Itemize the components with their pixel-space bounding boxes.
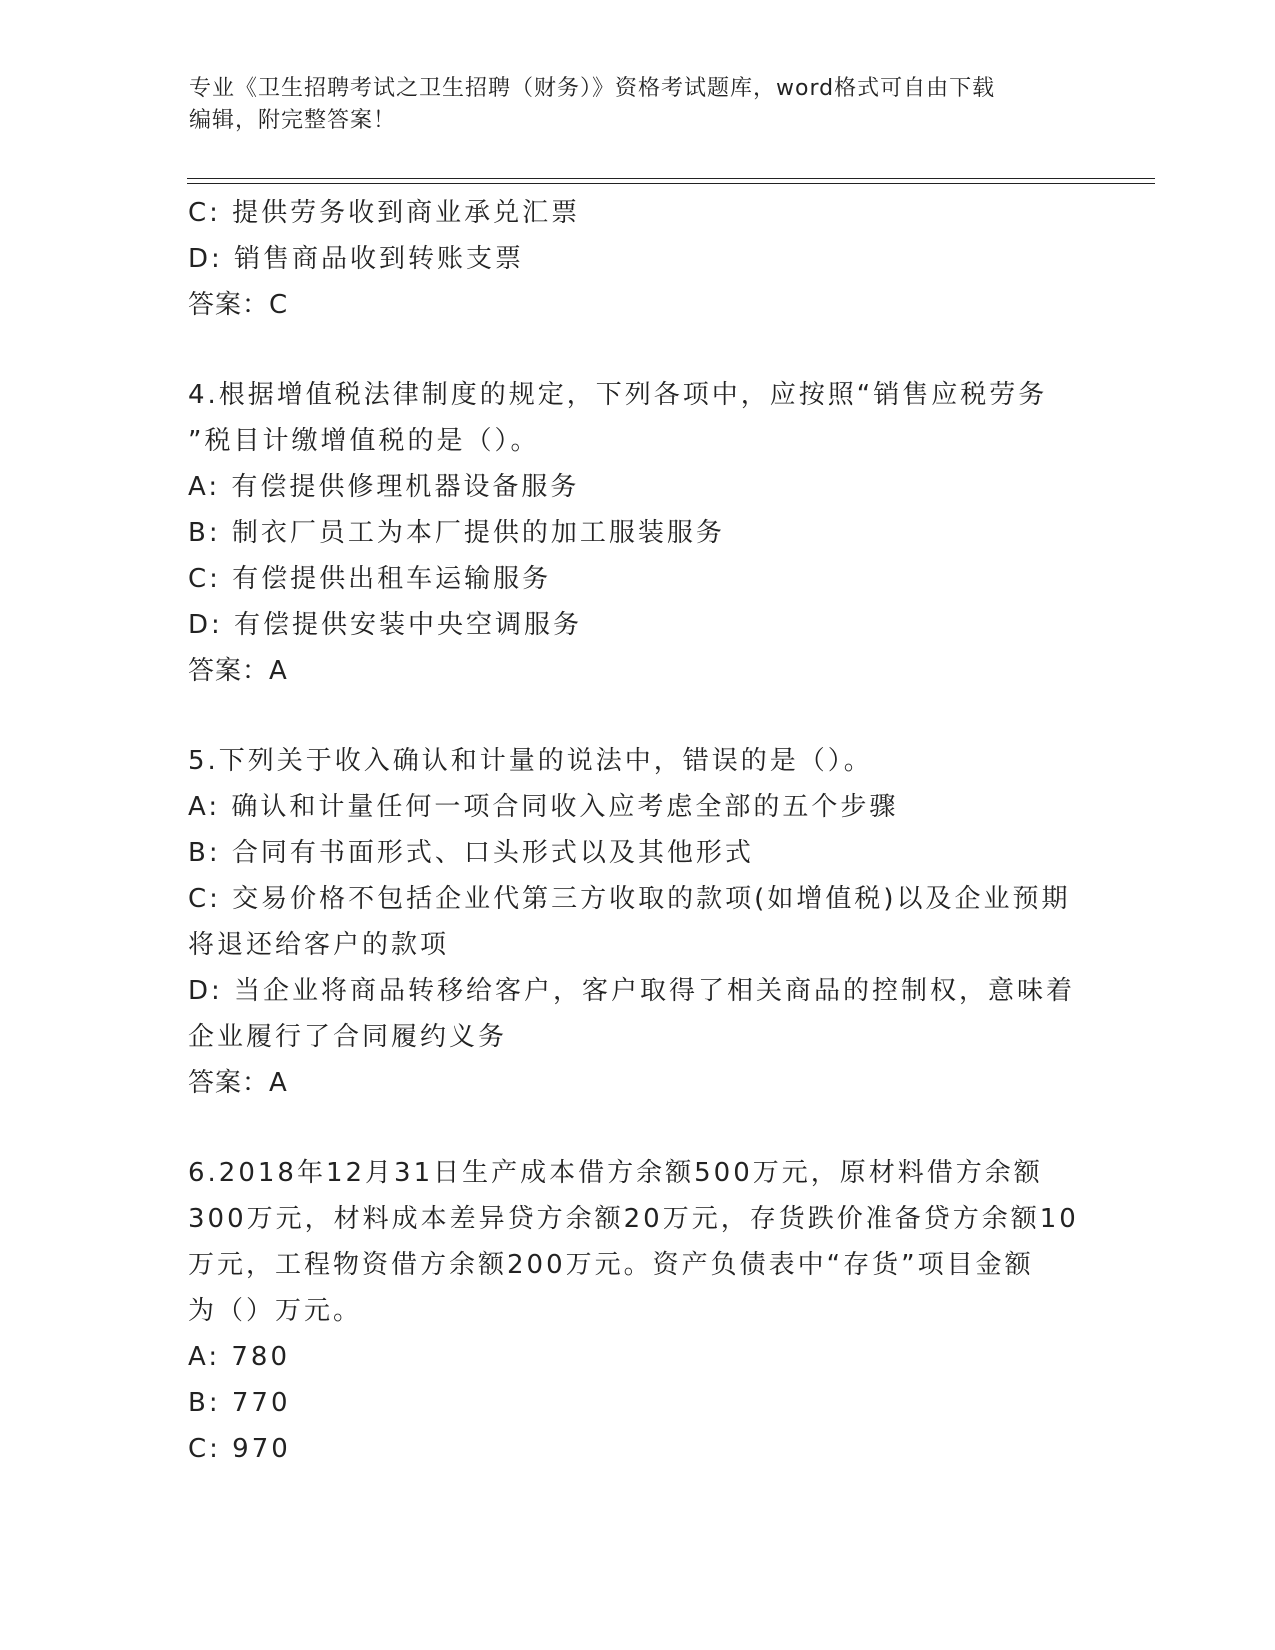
q5-option-c-line-2: 将退还给客户的款项 <box>188 930 450 960</box>
q5-option-b: B: 合同有书面形式、口头形式以及其他形式 <box>188 838 754 868</box>
question-content <box>188 190 1088 1472</box>
question-6 <box>188 1150 1088 1472</box>
header-divider-top <box>187 178 1155 179</box>
question-4 <box>188 372 1088 694</box>
header-divider-bottom <box>187 183 1155 184</box>
q4-option-c: C: 有偿提供出租车运输服务 <box>188 564 552 594</box>
q4-option-b: B: 制衣厂员工为本厂提供的加工服装服务 <box>188 518 725 548</box>
spacer <box>188 328 1088 372</box>
question-5 <box>188 738 1088 1106</box>
q3-option-d: D: 销售商品收到转账支票 <box>188 244 525 274</box>
document-header <box>189 73 1069 137</box>
q6-stem-line-2: 300万元，材料成本差异贷方余额20万元，存货跌价准备贷方余额10 <box>188 1204 1079 1234</box>
q6-stem-line-3: 万元，工程物资借方余额200万元。资产负债表中“存货”项目金额 <box>188 1250 1034 1280</box>
header-line-1: 专业《卫生招聘考试之卫生招聘（财务）》资格考试题库，word格式可自由下载 <box>189 76 996 101</box>
q4-stem-line-2: ”税目计缴增值税的是（）。 <box>188 426 540 456</box>
q3-option-c: C: 提供劳务收到商业承兑汇票 <box>188 198 581 228</box>
header-line-2: 编辑，附完整答案！ <box>189 108 397 133</box>
q5-option-d-line-1: D: 当企业将商品转移给客户，客户取得了相关商品的控制权，意味着 <box>188 976 1076 1006</box>
spacer <box>188 1106 1088 1150</box>
q5-answer: 答案：A <box>188 1068 288 1098</box>
q6-option-c: C: 970 <box>188 1434 291 1464</box>
q6-option-b: B: 770 <box>188 1388 291 1418</box>
q5-option-d-line-2: 企业履行了合同履约义务 <box>188 1022 508 1052</box>
q4-option-d: D: 有偿提供安装中央空调服务 <box>188 610 583 640</box>
q4-answer: 答案：A <box>188 656 288 686</box>
q4-option-a: A: 有偿提供修理机器设备服务 <box>188 472 580 502</box>
q6-stem-line-1: 6.2018年12月31日生产成本借方余额500万元，原材料借方余额 <box>188 1158 1043 1188</box>
q6-stem-line-4: 为（）万元。 <box>188 1296 363 1326</box>
q4-stem-line-1: 4.根据增值税法律制度的规定，下列各项中，应按照“销售应税劳务 <box>188 380 1048 410</box>
question-3-tail <box>188 190 1088 328</box>
spacer <box>188 694 1088 738</box>
q5-option-c-line-1: C: 交易价格不包括企业代第三方收取的款项(如增值税)以及企业预期 <box>188 884 1071 914</box>
q3-answer: 答案：C <box>188 290 289 320</box>
q5-stem: 5.下列关于收入确认和计量的说法中，错误的是（）。 <box>188 746 873 776</box>
q6-option-a: A: 780 <box>188 1342 290 1372</box>
q5-option-a: A: 确认和计量任何一项合同收入应考虑全部的五个步骤 <box>188 792 899 822</box>
